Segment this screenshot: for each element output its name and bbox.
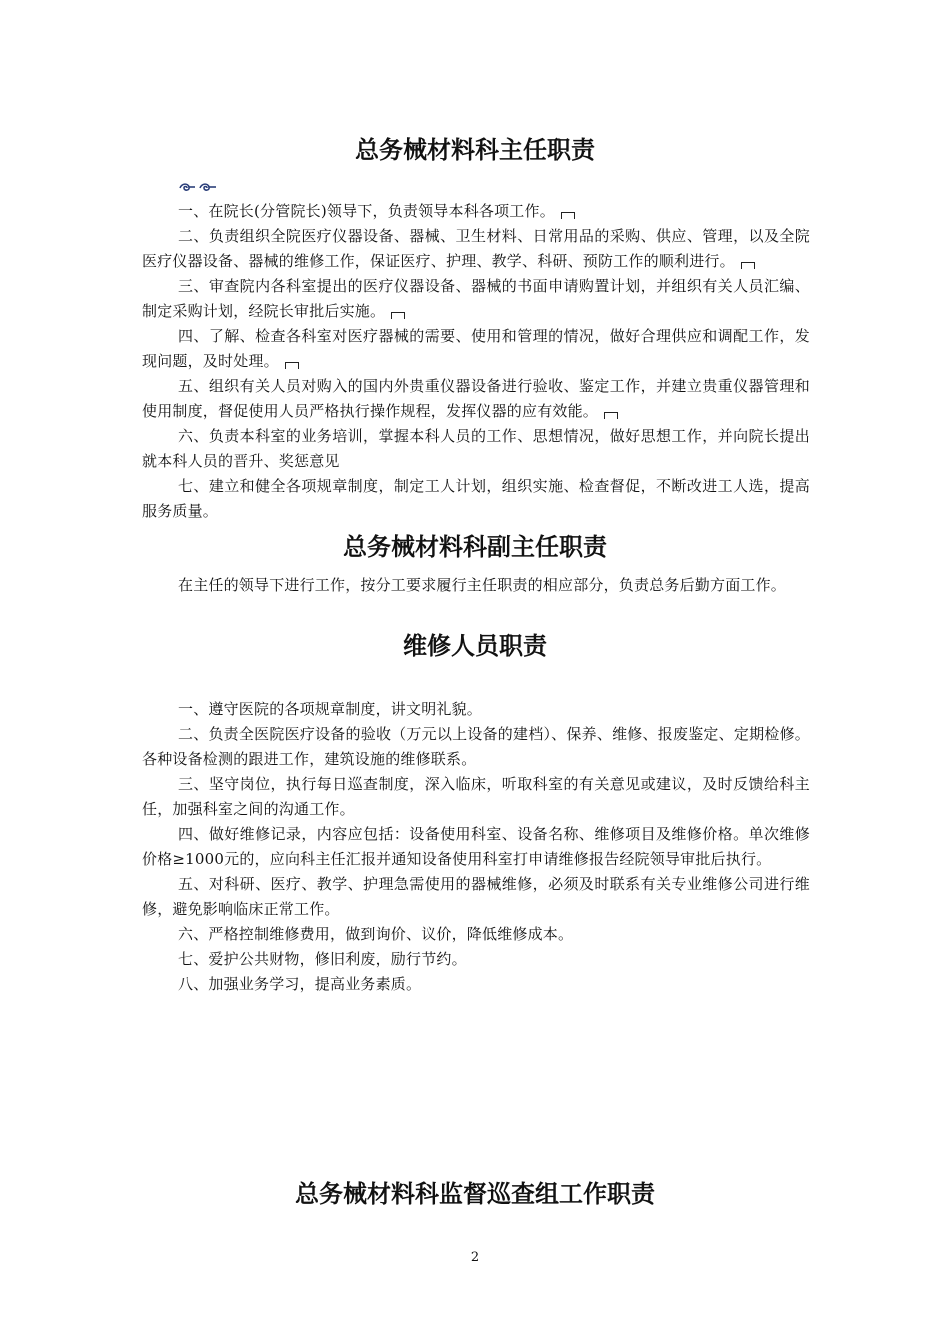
paragraph: 七、建立和健全各项规章制度，制定工人计划，组织实施、检查督促，不断改进工人选，提高服务质量。 — [142, 477, 810, 520]
page-number: 2 — [470, 1250, 480, 1265]
section-title-director: 总务械材料科主任职责 — [355, 136, 595, 164]
paragraph: 五、组织有关人员对购入的国内外贵重仪器设备进行验收、鉴定工作，并建立贵重仪器管理和使用制度，督促使用人员严格执行操作规程，发挥仪器的应有效能。 — [142, 377, 810, 420]
paragraph-mark-icon — [604, 412, 618, 419]
paragraph: 五、对科研、医疗、教学、护理急需使用的器械维修，必须及时联系有关专业维修公司进行维修，避免影响临床正常工作。 — [142, 875, 810, 918]
paragraph: 六、严格控制维修费用，做到询价、议价，降低维修成本。 — [178, 925, 574, 943]
paragraph-mark-icon — [391, 312, 405, 319]
paragraph: 二、负责全医院医疗设备的验收（万元以上设备的建档）、保养、维修、报废鉴定、定期检修。各种设备检测的跟进工作，建筑设施的维修联系。 — [142, 725, 810, 768]
section-title-maintenance-staff: 维修人员职责 — [403, 632, 547, 660]
scroll-ornament-icon — [178, 180, 218, 194]
paragraph: 一、遵守医院的各项规章制度，讲文明礼貌。 — [178, 700, 483, 718]
director-duties — [142, 199, 810, 524]
paragraph: 四、做好维修记录，内容应包括：设备使用科室、设备名称、维修项目及维修价格。单次维修价格≥1000元的，应向科主任汇报并通知设备使用科室打申请维修报告经院领导审批后执行。 — [142, 825, 810, 868]
paragraph-mark-icon — [285, 362, 299, 369]
maintenance-staff-duties — [142, 697, 810, 997]
section-title-deputy-director: 总务械材料科副主任职责 — [343, 533, 607, 561]
paragraph: 一、在院长(分管院长)领导下，负责领导本科各项工作。 — [142, 199, 810, 224]
paragraph-mark-icon — [561, 212, 575, 219]
paragraph: 四、了解、检查各科室对医疗器械的需要、使用和管理的情况，做好合理供应和调配工作，发现问题，及时处理。 — [142, 327, 810, 370]
deputy-director-duties — [142, 573, 810, 598]
paragraph: 在主任的领导下进行工作，按分工要求履行主任职责的相应部分，负责总务后勤方面工作。 — [178, 576, 787, 594]
section-title-inspection-team: 总务械材料科监督巡查组工作职责 — [295, 1180, 655, 1208]
paragraph: 二、负责组织全院医疗仪器设备、器械、卫生材料、日常用品的采购、供应、管理，以及全院医疗仪器设备、器械的维修工作，保证医疗、护理、教学、科研、预防工作的顺利进行。 — [142, 227, 810, 270]
paragraph: 三、坚守岗位，执行每日巡查制度，深入临床，听取科室的有关意见或建议，及时反馈给科主任，加强科室之间的沟通工作。 — [142, 775, 810, 818]
paragraph-mark-icon — [741, 262, 755, 269]
paragraph: 六、负责本科室的业务培训，掌握本科人员的工作、思想情况，做好思想工作，并向院长提出就本科人员的晋升、奖惩意见 — [142, 427, 810, 470]
paragraph: 八、加强业务学习，提高业务素质。 — [178, 975, 422, 993]
paragraph: 三、审查院内各科室提出的医疗仪器设备、器械的书面申请购置计划，并组织有关人员汇编、制定采购计划，经院长审批后实施。 — [142, 277, 810, 320]
paragraph: 七、爱护公共财物，修旧利废，励行节约。 — [178, 950, 467, 968]
